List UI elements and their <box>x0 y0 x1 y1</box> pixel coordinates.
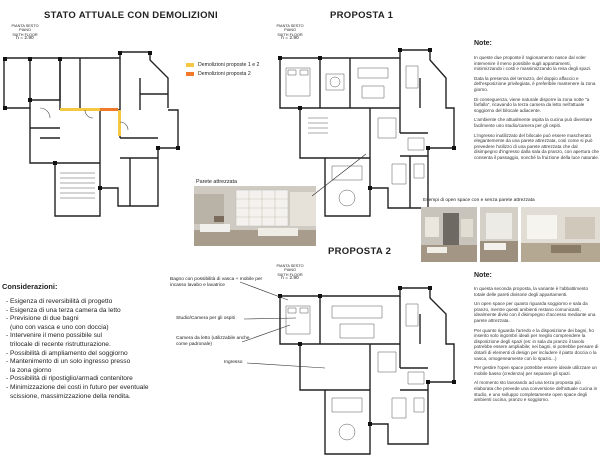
considerazioni-list <box>6 298 149 401</box>
list-item: trilocale di recente ristrutturazione. <box>10 340 111 348</box>
considerazioni-heading: Considerazioni: <box>2 282 58 291</box>
list-item: (uno con vasca e uno con doccia) <box>10 323 109 331</box>
list-item: - Esigenza di una terza camera da letto <box>6 306 121 314</box>
legend-item: Demolizioni proposte 1 e 2 <box>186 62 259 68</box>
notes-2-heading: Note: <box>474 272 492 279</box>
title-proposal-2: PROPOSTA 2 <box>328 246 392 257</box>
list-item: scissione, massimizzazione della rendita. <box>10 392 131 400</box>
openspace-label: Esempi di open space con e senza parete attrezzata <box>423 198 535 203</box>
title-proposal-1: PROPOSTA 1 <box>330 10 394 21</box>
plan-tag-proposal-2: PIANTA SESTO PIANO SIXTH FLOOR h = 2.90 <box>276 264 304 282</box>
list-item: - Intervenire il meno possibile sul <box>6 332 103 340</box>
list-item: - Previsione di due bagni <box>6 315 79 323</box>
parete-attrezzata-label: Parete attrezzata <box>196 179 238 185</box>
callout-studio: Studio/Camera per gli ospiti <box>176 316 235 321</box>
legend-item: Demolizioni proposta 2 <box>186 71 259 77</box>
notes-1-heading: Note: <box>474 40 492 47</box>
plan-tag-existing: PIANTA SESTO PIANO SIXTH FLOOR h = 2.90 <box>11 24 39 42</box>
plan-tag-proposal-1: PIANTA SESTO PIANO SIXTH FLOOR h = 2.90 <box>276 24 304 42</box>
callout-camera: Camera da letto (utilizzabile anche come padronale) <box>176 336 250 347</box>
title-existing: STATO ATTUALE CON DEMOLIZIONI <box>44 10 218 21</box>
notes-1-body: In queste due proposte il ragionamento nasce dal voler intervenire il meno possibile sugli appartamenti, minimizzando i costi e massimizzando la resa degli spazi. Data la presenza del terrazzo, del doppio affaccio e dell'esposizione privilegiata, è preferibile mantenere la zona giorno. Di conseguenza, viene naturale disporre la zona notte "a farfalla", ricavando la terza camera da letto nell'attuale soggiorno del bilocale adiacente. L'ambiente che attualmente ospita la cucina può diventare facilmente uno studio/camera per gli ospiti. L'ingresso inutilizzato del bilocale può essere mascherato elegantemente da una parete attrezzata, così come si può prevedere l'utilizzo di una parete attrezzata che dal disimpegno d'ingresso dalla sala da pranzo, con apertura che consenta il passaggio, nonché la fruizione della luce naturale. <box>474 55 600 160</box>
callout-bagno: Bagno con possibilità di vasca + mobile per incasso lavabo e lavatrice <box>170 277 263 288</box>
list-item: - Possibilità di ampliamento del soggiorno <box>6 349 128 357</box>
list-item: - Minimizzazione dei costi in futuro per eventuale <box>6 383 149 391</box>
list-item: la zona giorno <box>10 366 52 374</box>
list-item: - Possibilità di ripostiglio/armadi contenitore <box>6 375 133 383</box>
callout-ingresso: Ingresso <box>224 360 243 365</box>
list-item: - Mantenimento di un solo ingresso presso <box>6 358 131 366</box>
list-item: - Esigenza di reversibilità di progetto <box>6 298 113 305</box>
notes-2-body: In questa seconda proposta, la variante è l'abbattimento totale delle pareti divisorie degli appartamenti. Un open space per quanto riguarda soggiorno e sala da pranzo, mentre questi ambienti restano comunicanti, idealmente divisi con il disimpegno d'accesso mediante una parete attrezzata. Per quanto riguarda l'arredo e la disposizione dei bagni, ho inserito solo ingombri ideali per meglio comprendere la disposizione degli spazi (es: in sala da pranzo il tavolo potrebbe essere ampliabile; nei bagni, si potrebbe pensare di dotarli di elementi di design per includere il piatto doccia o la vasca, omogeneamente con lo spazio...) Per gestire l'open space potrebbe essere ideale utilizzare un mobile basso (credenza) per separare gli spazi. Al momento sto lavorando ad una terza proposta più elaborata che prevede una conversione dell'attuale cucina in studio, e uno sviluppo completamente open space degli ambienti cucina, pranzo e soggiorno. <box>474 286 599 403</box>
